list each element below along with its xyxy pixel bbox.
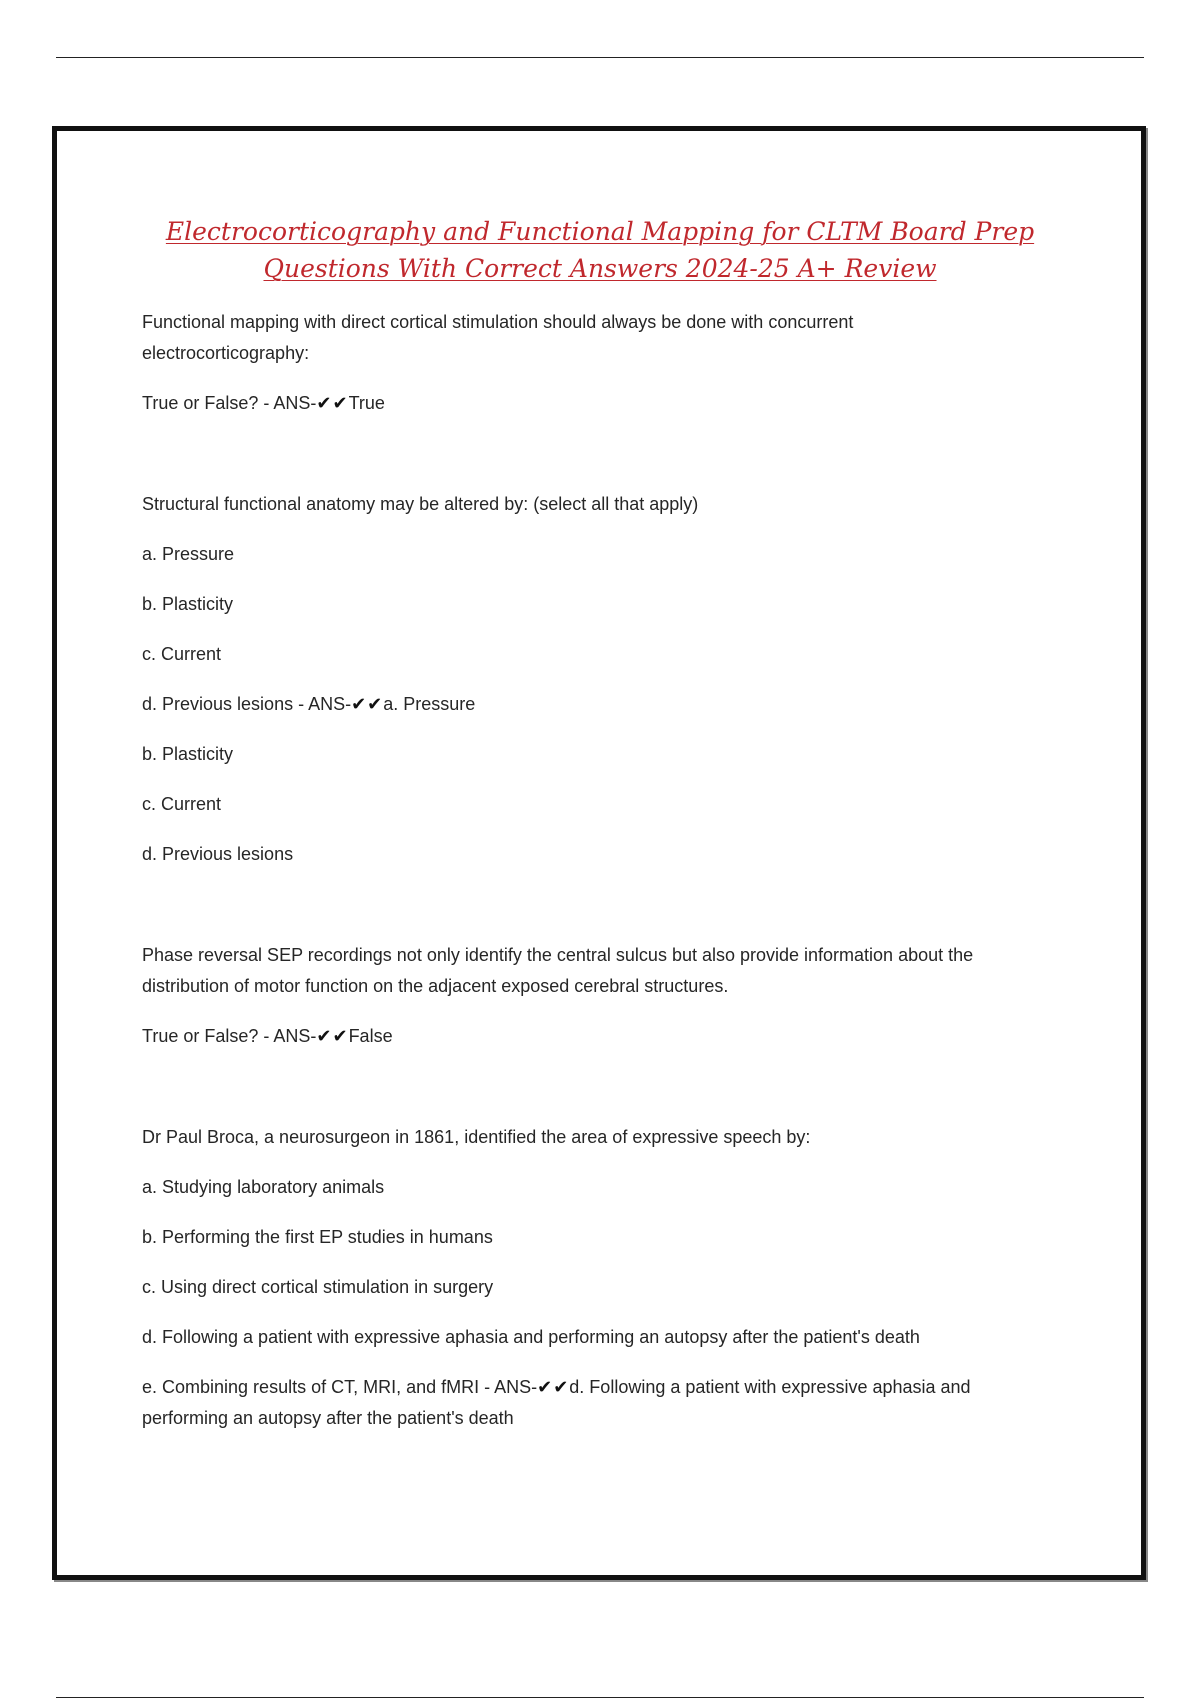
question-block xyxy=(142,489,1082,870)
question-block xyxy=(142,307,1082,419)
answer-text: False xyxy=(348,1026,393,1046)
footer-rule xyxy=(56,1697,1144,1698)
header-rule xyxy=(56,57,1144,58)
option-item: c. Current xyxy=(142,644,222,664)
answer-line: True or False? - ANS-✔✔False xyxy=(142,1026,393,1046)
title-line-2: Questions With Correct Answers 2024-25 A+ Review xyxy=(263,254,937,283)
double-check-icon: ✔✔ xyxy=(316,393,349,413)
answer-text-continued: performing an autopsy after the patient's death xyxy=(142,1408,514,1428)
answer-item: b. Plasticity xyxy=(142,744,234,764)
question-text: Structural functional anatomy may be altered by: (select all that apply) xyxy=(142,494,699,514)
question-text: Functional mapping with direct cortical stimulation should always be done with concurrent xyxy=(142,312,854,332)
option-item: d. Following a patient with expressive aphasia and performing an autopsy after the patient's death xyxy=(142,1327,920,1347)
question-block xyxy=(142,1122,1082,1434)
answer-item: c. Current xyxy=(142,794,222,814)
option-item: b. Performing the first EP studies in humans xyxy=(142,1227,493,1247)
question-list xyxy=(142,307,1082,1434)
answer-text: True xyxy=(348,393,385,413)
double-check-icon: ✔✔ xyxy=(351,694,384,714)
answer-line: True or False? - ANS-✔✔True xyxy=(142,393,385,413)
option-item: c. Using direct cortical stimulation in surgery xyxy=(142,1277,494,1297)
document-title xyxy=(95,213,1105,287)
option-item: a. Pressure xyxy=(142,544,235,564)
question-text: distribution of motor function on the adjacent exposed cerebral structures. xyxy=(142,976,729,996)
answer-item: d. Previous lesions xyxy=(142,844,294,864)
double-check-icon: ✔✔ xyxy=(537,1377,570,1397)
double-check-icon: ✔✔ xyxy=(316,1026,349,1046)
question-text: Phase reversal SEP recordings not only identify the central sulcus but also provide information about the xyxy=(142,945,974,965)
title-line-1: Electrocorticography and Functional Mapping for CLTM Board Prep xyxy=(165,217,1035,246)
answer-text: d. Following a patient with expressive aphasia and xyxy=(569,1377,971,1397)
answer-line: e. Combining results of CT, MRI, and fMRI - ANS-✔✔d. Following a patient with expressive aphasia and xyxy=(142,1377,971,1397)
question-text: Dr Paul Broca, a neurosurgeon in 1861, identified the area of expressive speech by: xyxy=(142,1127,811,1147)
option-item: b. Plasticity xyxy=(142,594,234,614)
question-text: electrocorticography: xyxy=(142,343,310,363)
answer-line: d. Previous lesions - ANS-✔✔a. Pressure xyxy=(142,694,476,714)
option-item: a. Studying laboratory animals xyxy=(142,1177,385,1197)
question-block xyxy=(142,940,1082,1052)
answer-text: a. Pressure xyxy=(383,694,476,714)
